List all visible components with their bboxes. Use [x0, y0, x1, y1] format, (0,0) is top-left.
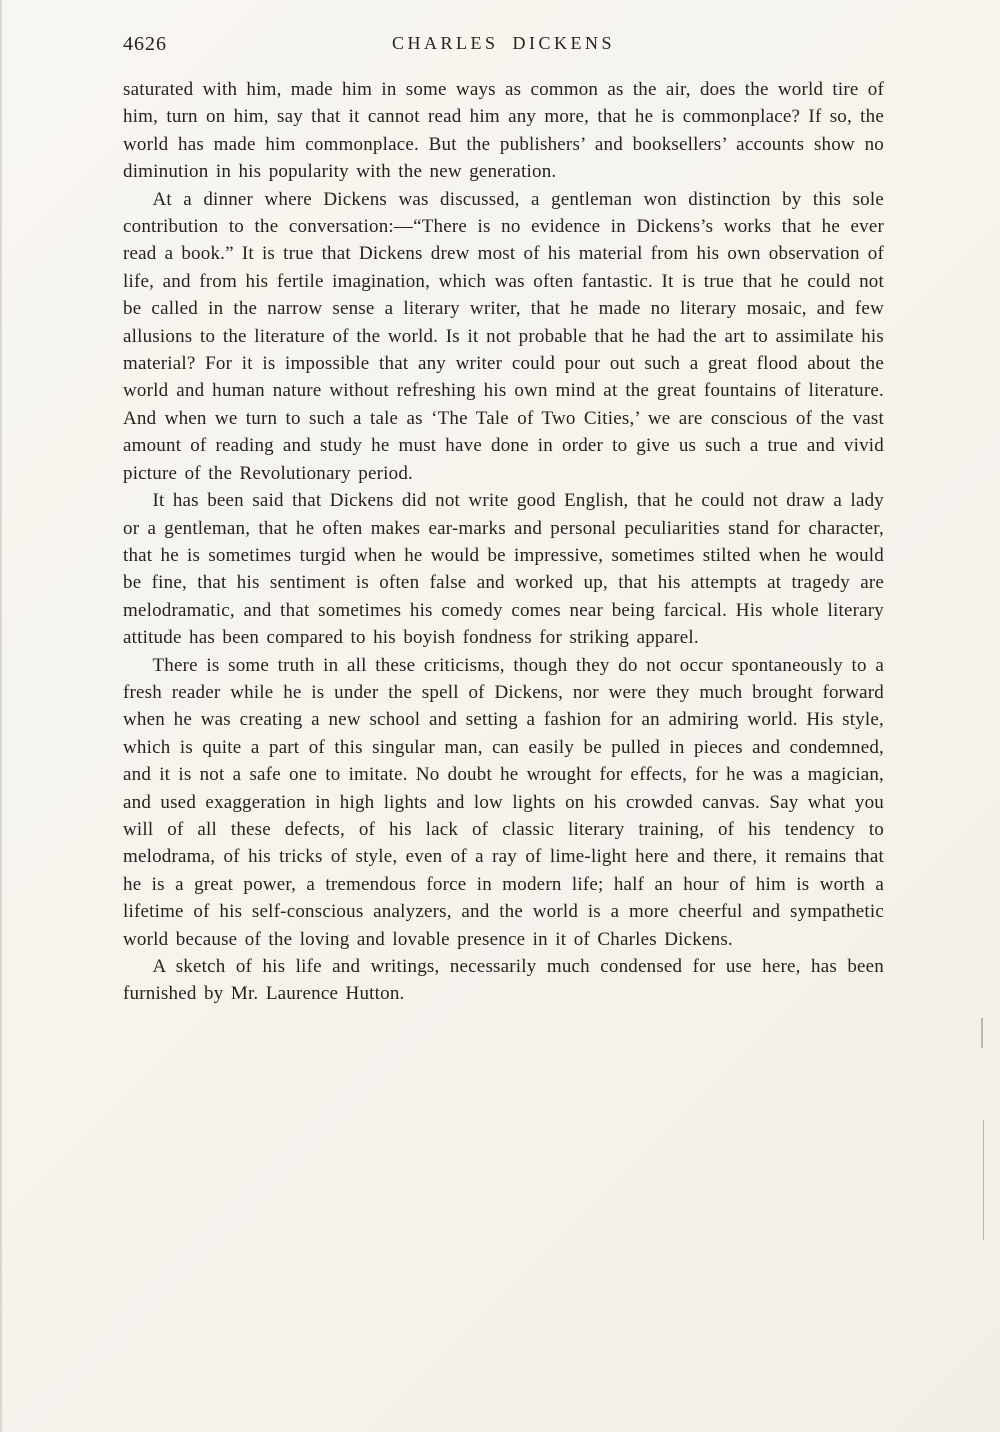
running-header: CHARLES DICKENS — [391, 33, 615, 53]
scan-edge-shadow — [0, 0, 3, 1432]
paragraph-3: It has been said that Dickens did not write good English, that he could not draw a lady or a gentleman, that he often makes ear-marks and personal peculiarities stand for character, that he is sometimes turgid when he would be impressive, sometimes stilted when he would be fine, that his sentiment is often false and worked up, that his attempts at tragedy are melodramatic, and that sometimes his comedy comes near being farcical. His whole literary attitude has been compared to his boyish fondness for striking apparel. — [123, 490, 884, 649]
paragraph-2: At a dinner where Dickens was discussed, a gentleman won distinction by this sole contribution to the conversation:—“There is no evidence in Dickens’s works that he ever read a book.” It is true that Dickens drew most of his material from his own observation of life, and from his fertile imagination, which was often fantastic. It is true that he could not be called in the narrow sense a literary writer, that he made no literary mosaic, and few allusions to the literature of the world. Is it not probable that he had the art to assimilate his material? For it is impossible that any writer could pour out such a great flood about the world and human nature without refreshing his own mind at the great fountains of literature. And when we turn to such a tale as ‘The Tale of Two Cities,’ we are conscious of the vast amount of reading and study he must have done in order to give us such a true and vivid picture of the Revolutionary period. — [123, 188, 884, 484]
paragraph-5: A sketch of his life and writings, necessarily much condensed for use here, has been furnished by Mr. Laurence Hutton. — [123, 956, 884, 1005]
page-number: 4626 — [123, 33, 167, 55]
scan-artifact — [981, 1018, 983, 1048]
scan-artifact — [983, 1120, 984, 1240]
page-header — [123, 26, 884, 56]
paragraph-1: saturated with him, made him in some ways as common as the air, does the world tire of him, turn on him, say that it cannot read him any more, that he is commonplace? If so, the world has made him commonplace. But the publishers’ and booksellers’ accounts show no diminution in his popularity with the new generation. — [123, 79, 884, 183]
page-body — [123, 76, 884, 1008]
paragraph-4: There is some truth in all these criticisms, though they do not occur spontaneously to a fresh reader while he is under the spell of Dickens, nor were they much brought forward when he was creating a new school and setting a fashion for an admiring world. His style, which is quite a part of this singular man, can easily be pulled in pieces and condemned, and it is not a safe one to imitate. No doubt he wrought for effects, for he was a magician, and used exaggeration in high lights and low lights on his crowded canvas. Say what you will of all these defects, of his lack of classic literary training, of his tendency to melodrama, of his tricks of style, even of a ray of lime-light here and there, it remains that he is a great power, a tremendous force in modern life; half an hour of him is worth a lifetime of his self-conscious analyzers, and the world is a more cheerful and sympathetic world because of the loving and lovable presence in it of Charles Dickens. — [123, 654, 884, 950]
